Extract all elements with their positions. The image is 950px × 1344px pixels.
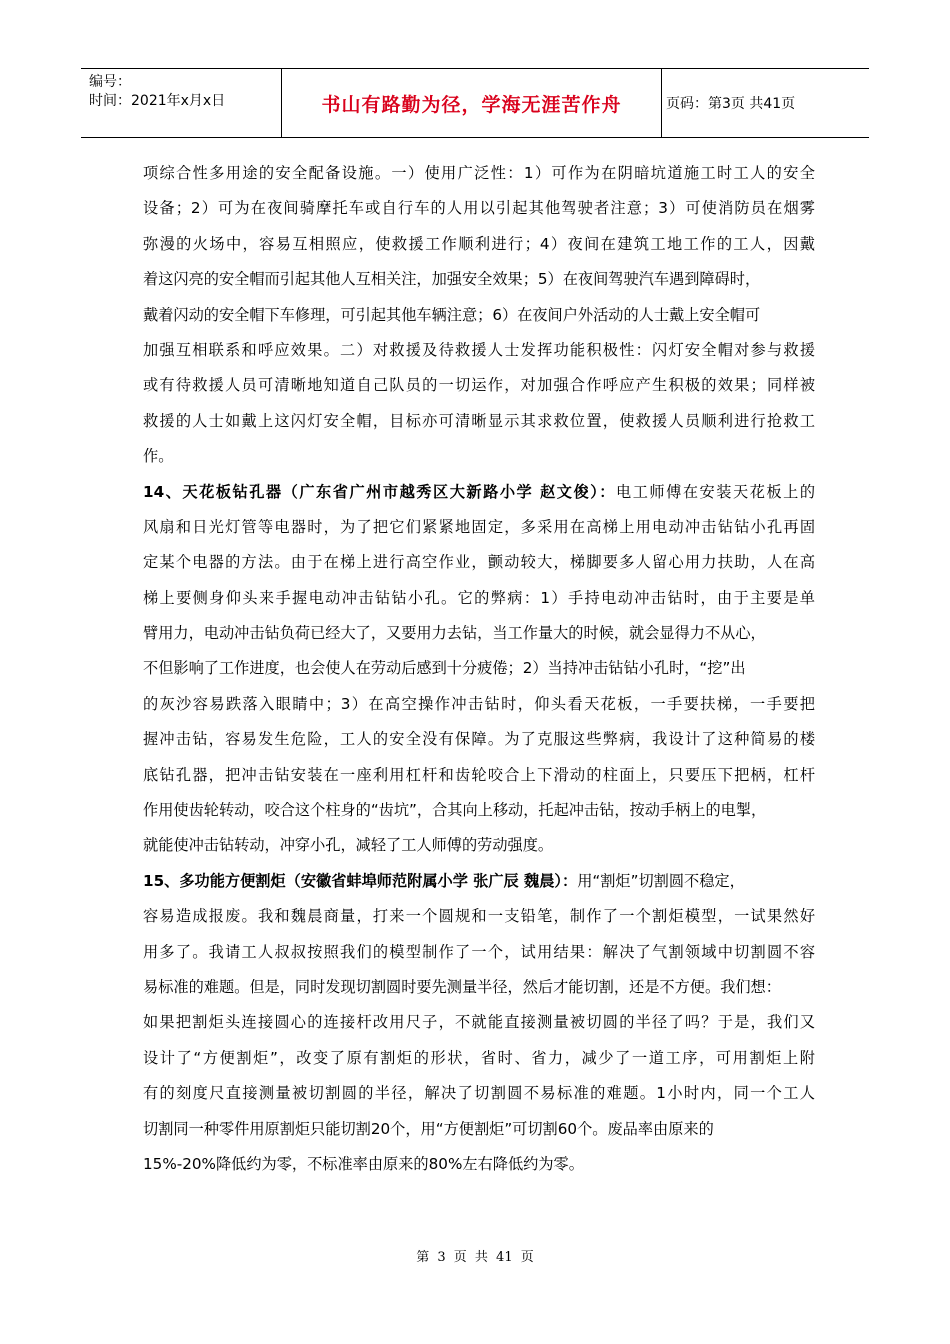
- item-15-first-text: 用“割炬”切割圆不稳定，: [577, 871, 745, 890]
- page-footer: 第 3 页 共 41 页: [416, 1250, 534, 1265]
- text-line: 弥漫的火场中，容易互相照应，使救援工作顺利进行；4）夜间在建筑工地工作的工人，因戴: [143, 234, 815, 253]
- item-15-first-line: [143, 864, 815, 899]
- page-info: 页码：第3页 共41页: [666, 96, 796, 112]
- text-line: 切割同一种零件用原割炬只能切割20个，用“方便割炬”可切割60个。废品率由原来的: [143, 1119, 714, 1138]
- text-line: 容易造成报废。我和魏晨商量，打来一个圆规和一支铅笔，制作了一个割炬模型，一试果然好: [143, 907, 815, 926]
- text-line: 或有待救援人员可清晰地知道自己队员的一切运作，对加强合作呼应产生积极的效果；同样被: [143, 376, 815, 395]
- text-line: 握冲击钻，容易发生危险，工人的安全没有保障。为了克服这些弊病，我设计了这种简易的楼: [143, 730, 815, 749]
- text-line: 加强互相联系和呼应效果。二）对救援及待救援人士发挥功能积极性：闪灯安全帽对参与救援: [143, 340, 815, 359]
- text-line: 15%-20%降低约为零，不标准率由原来的80%左右降低约为零。: [143, 1154, 584, 1173]
- text-line: 底钻孔器，把冲击钻安装在一座利用杠杆和齿轮咬合上下滑动的柱面上，只要压下把柄，杠杆: [143, 765, 815, 784]
- header-page-cell: [662, 69, 869, 137]
- text-line: 风扇和日光灯管等电器时，为了把它们紧紧地固定，多采用在高梯上用电动冲击钻钻小孔再固: [143, 517, 815, 536]
- text-line: 易标准的难题。但是，同时发现切割圆时要先测量半径，然后才能切割，还是不方便。我们想：: [143, 977, 781, 996]
- page-header: [81, 68, 869, 138]
- header-motto-cell: [282, 69, 662, 137]
- text-line: 设计了“方便割炬”，改变了原有割炬的形状，省时、省力，减少了一道工序，可用割炬上附: [143, 1048, 815, 1067]
- text-line: 不但影响了工作进度，也会使人在劳动后感到十分疲倦；2）当持冲击钻钻小孔时，“挖”出: [143, 659, 746, 678]
- item-14-title: 14、天花板钻孔器（广东省广州市越秀区大新路小学 赵文俊）：: [143, 482, 617, 501]
- text-line: 救援的人士如戴上这闪灯安全帽，目标亦可清晰显示其求救位置，使救援人员顺利进行抢救工: [143, 411, 815, 430]
- text-line: 作。: [143, 447, 174, 466]
- motto-text: 书山有路勤为径，学海无涯苦作舟: [321, 93, 622, 116]
- header-meta-cell: [81, 69, 282, 137]
- item-14-first-line: [143, 475, 815, 510]
- document-body: [143, 156, 815, 1182]
- text-line: 梯上要侧身仰头来手握电动冲击钻钻小孔。它的弊病：1）手持电动冲击钻时，由于主要是单: [143, 588, 815, 607]
- text-line: 的灰沙容易跌落入眼睛中；3）在高空操作冲击钻时，仰头看天花板，一手要扶梯，一手要把: [143, 694, 815, 713]
- text-line: 作用使齿轮转动，咬合这个柱身的“齿坑”，合其向上移动，托起冲击钻，按动手柄上的电掣，: [143, 801, 767, 820]
- text-line: 项综合性多用途的安全配备设施。一）使用广泛性：1）可作为在阴暗坑道施工时工人的安全: [143, 164, 815, 182]
- text-line: 臂用力，电动冲击钻负荷已经大了，又要用力去钻，当工作量大的时候，就会显得力不从心，: [143, 624, 766, 643]
- time-label: 时间：2021年x月x日: [89, 93, 226, 109]
- text-line: 定某个电器的方法。由于在梯上进行高空作业，颤动较大，梯脚要多人留心用力扶助，人在高: [143, 553, 815, 572]
- text-line: 用多了。我请工人叔叔按照我们的模型制作了一个，试用结果：解决了气割领域中切割圆不容: [143, 942, 815, 961]
- text-line: 有的刻度尺直接测量被切割圆的半径，解决了切割圆不易标准的难题。1小时内，同一个工人: [143, 1084, 815, 1103]
- text-line: 如果把割炬头连接圆心的连接杆改用尺子，不就能直接测量被切圆的半径了吗？于是，我们又: [143, 1013, 815, 1032]
- text-line: 着这闪亮的安全帽而引起其他人互相关注，加强安全效果；5）在夜间驾驶汽车遇到障碍时，: [143, 270, 761, 289]
- number-label: 编号：: [89, 74, 131, 90]
- text-line: 就能使冲击钻转动，冲穿小孔，减轻了工人师傅的劳动强度。: [143, 836, 554, 855]
- item-15-title: 15、多功能方便割炬（安徽省蚌埠师范附属小学 张广辰 魏晨）：: [143, 871, 578, 890]
- text-line: 设备；2）可为在夜间骑摩托车或自行车的人用以引起其他驾驶者注意；3）可使消防员在烟雾: [143, 199, 815, 218]
- text-line: 戴着闪动的安全帽下车修理，可引起其他车辆注意；6）在夜间户外活动的人士戴上安全帽可: [143, 305, 761, 324]
- item-14-first-text: 电工师傅在安装天花板上的: [616, 482, 816, 501]
